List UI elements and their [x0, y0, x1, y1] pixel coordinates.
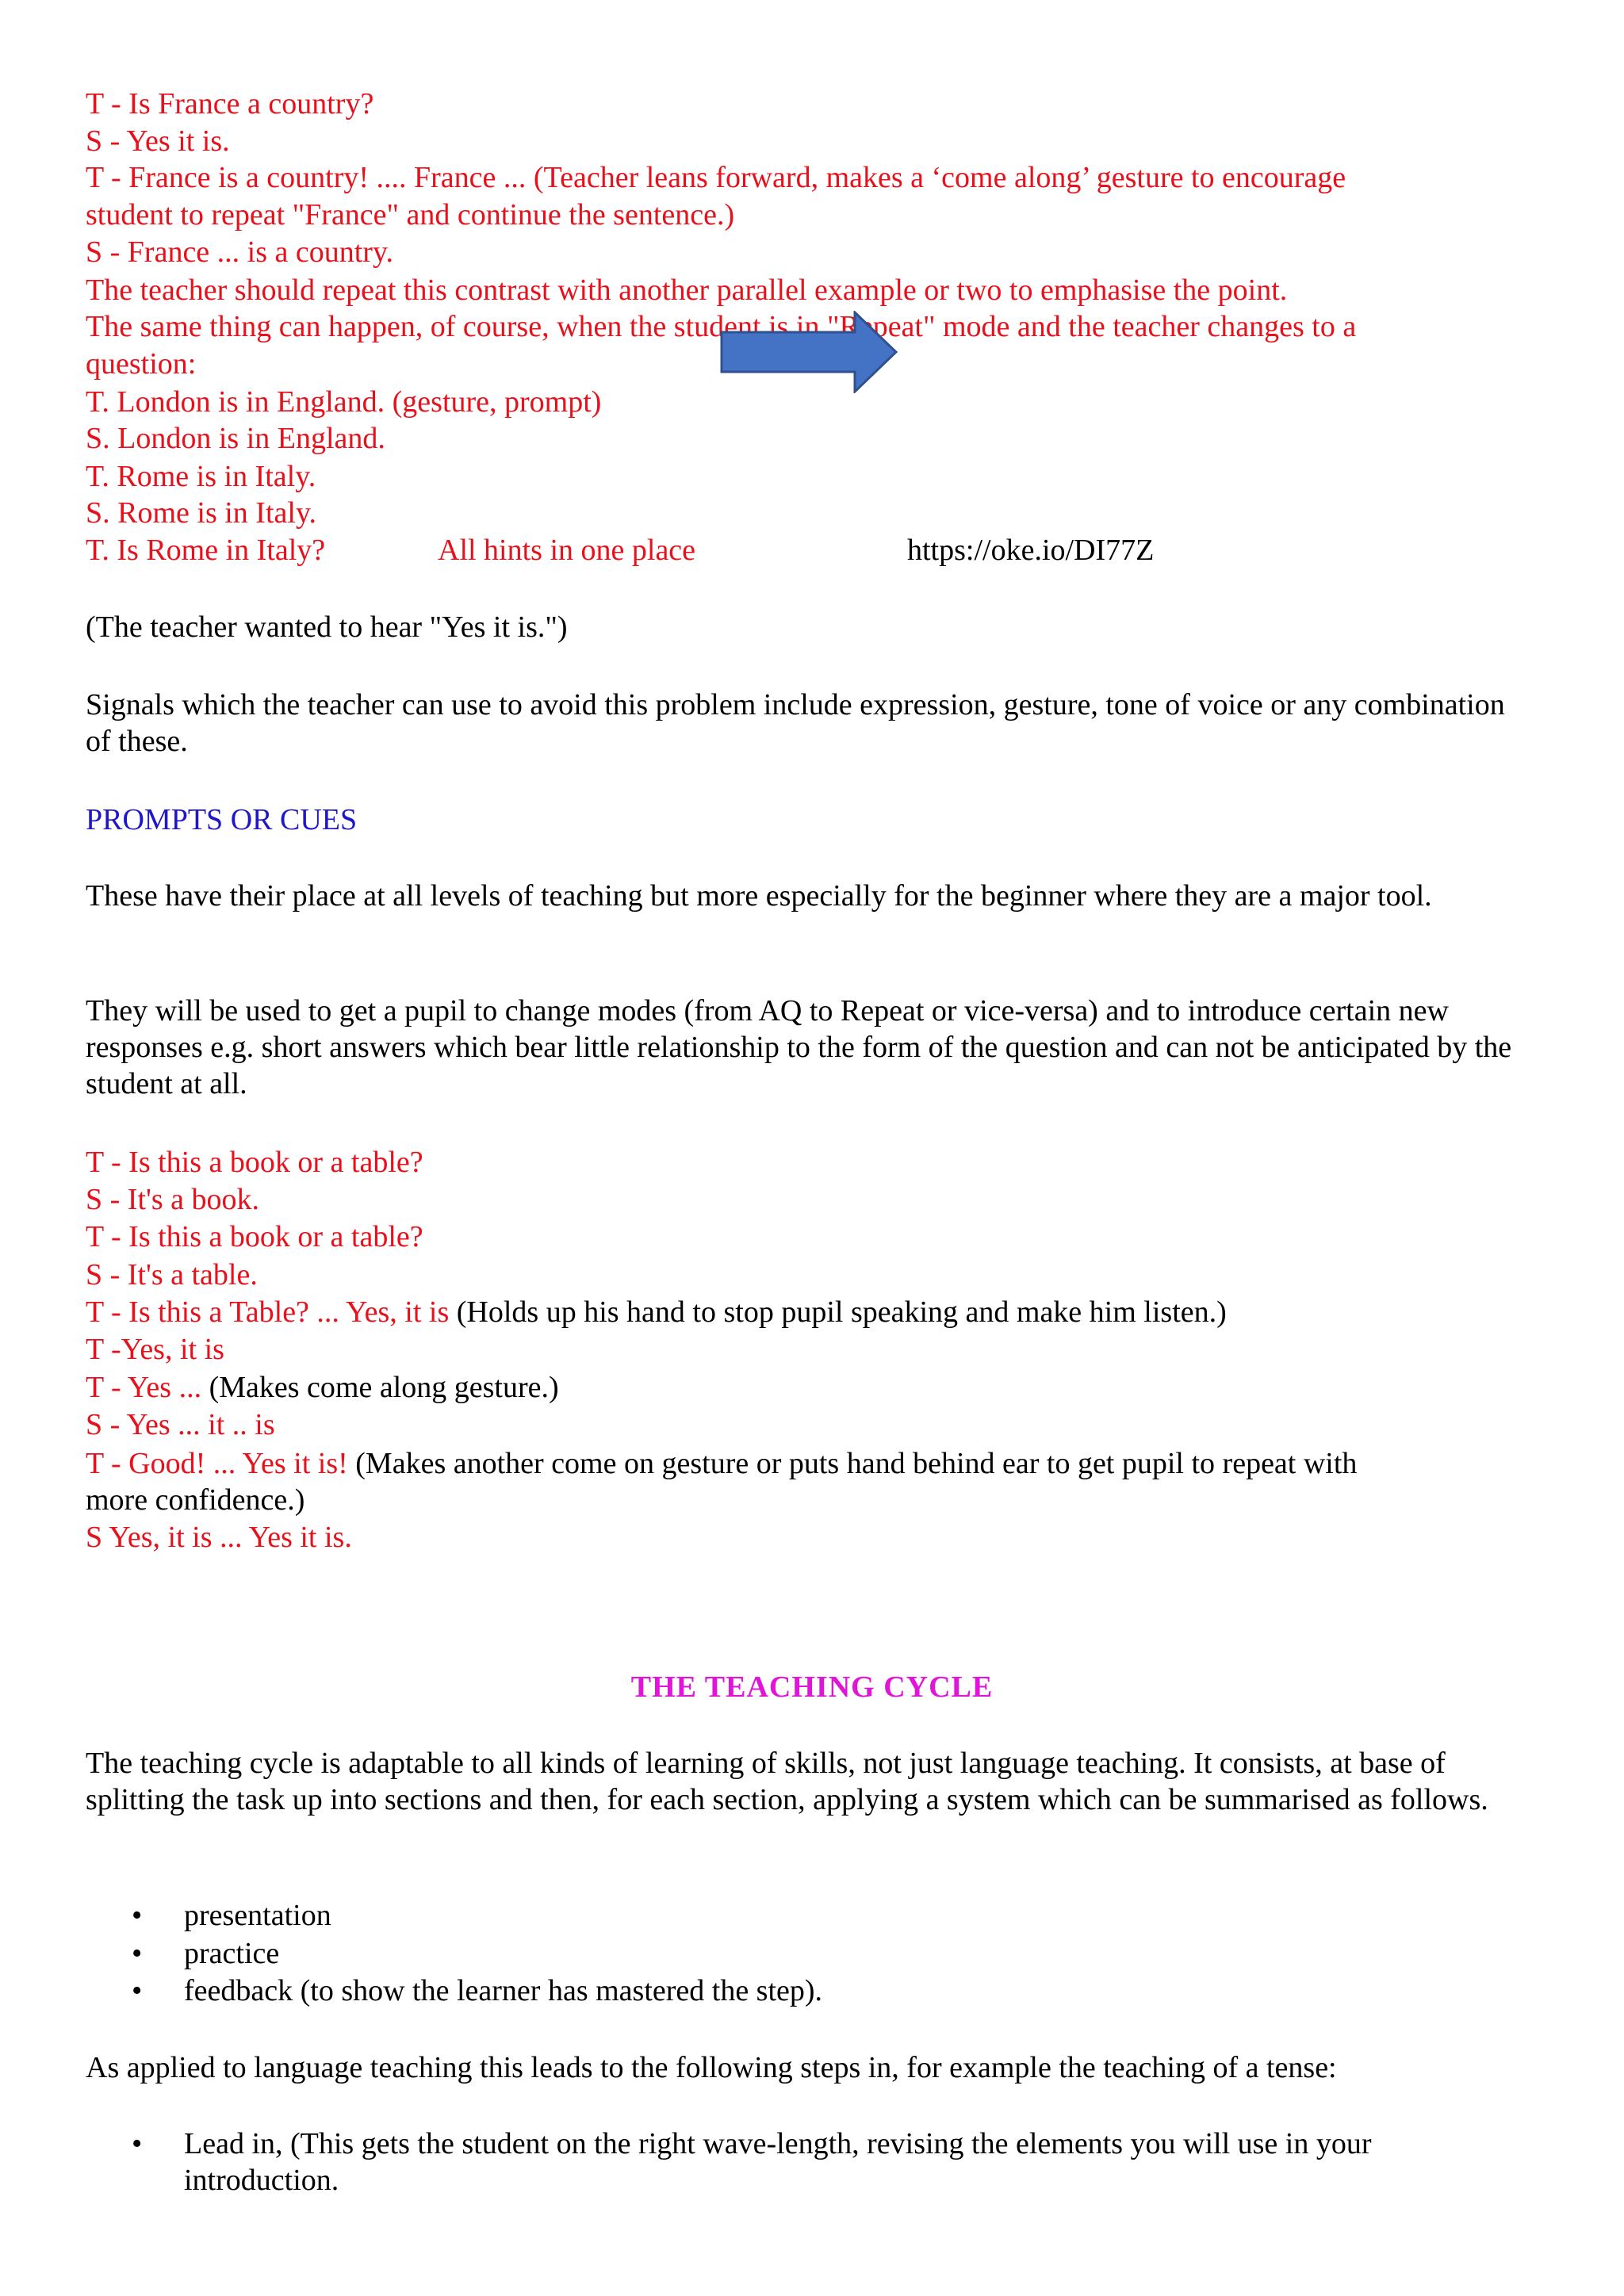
dialogue-line: T - France is a country! .... France ... (Teacher leans forward, makes a ‘come along’ gesture to encourage: [86, 161, 1346, 194]
applied-paragraph: As applied to language teaching this leads to the following steps in, for example the teaching of a tense:: [86, 2051, 1337, 2084]
dialogue-line: T. Is Rome in Italy?: [86, 534, 326, 567]
bullet-icon: •: [132, 1937, 143, 1970]
dialogue-line: T -Yes, it is: [86, 1333, 224, 1366]
dialogue-line: The teacher should repeat this contrast with another parallel example or two to emphasise the point.: [86, 274, 1288, 307]
list-item: presentation: [184, 1899, 331, 1932]
dialogue-line: S - Yes it is.: [86, 124, 230, 158]
dialogue-line: T - Is France a country?: [86, 87, 374, 121]
dialogue-line: T. London is in England. (gesture, prompt): [86, 385, 602, 419]
dialogue-line: S - It's a book.: [86, 1183, 260, 1216]
stage-direction: (Holds up his hand to stop pupil speaking and make him listen.): [449, 1295, 1227, 1329]
cycle-heading: THE TEACHING CYCLE: [630, 1670, 994, 1704]
dialogue-line-mixed: [86, 1294, 1227, 1330]
right-arrow-icon: [720, 311, 898, 393]
note-text: (The teacher wanted to hear "Yes it is."): [86, 610, 568, 644]
dialogue-line: The same thing can happen, of course, when the student is in "Repeat" mode and the teacher changes to a: [86, 310, 1357, 343]
list-item: practice: [184, 1937, 280, 1970]
dialogue-line-mixed: [86, 1445, 1357, 1482]
stage-direction: (Makes come along gesture.): [201, 1371, 559, 1404]
hints-link[interactable]: All hints in one place: [438, 534, 696, 567]
dialogue-line: S. London is in England.: [86, 422, 385, 455]
dialogue-speech: T - Good! ... Yes it is!: [86, 1447, 348, 1480]
bullet-icon: •: [132, 1899, 143, 1932]
prompts-paragraph-2: They will be used to get a pupil to change modes (from AQ to Repeat or vice-versa) and to introduce certain new responses e.g. short answers which bear little relationship to the form of the question and can not be anticipated by the student at all.: [86, 994, 1512, 1100]
dialogue-line: more confidence.): [86, 1483, 305, 1517]
dialogue-line: S - It's a table.: [86, 1258, 258, 1292]
dialogue-line: question:: [86, 347, 197, 381]
dialogue-line: S Yes, it is ... Yes it is.: [86, 1521, 352, 1554]
prompts-heading: PROMPTS OR CUES: [86, 803, 358, 836]
dialogue-line: T - Is this a book or a table?: [86, 1220, 423, 1253]
dialogue-speech: T - Yes ...: [86, 1371, 202, 1404]
dialogue-line: S. Rome is in Italy.: [86, 496, 316, 530]
dialogue-line-mixed: [86, 1369, 559, 1406]
prompts-paragraph-1: These have their place at all levels of teaching but more especially for the beginner where they are a major tool.: [86, 879, 1432, 913]
dialogue-line: student to repeat "France" and continue the sentence.): [86, 198, 735, 232]
dialogue-line: S - Yes ... it .. is: [86, 1408, 275, 1441]
stage-direction: (Makes another come on gesture or puts hand behind ear to get pupil to repeat with: [347, 1447, 1358, 1480]
list-item: Lead in, (This gets the student on the right wave-length, revising the elements you will use in your introduction.: [184, 2127, 1372, 2197]
bullet-icon: •: [132, 1974, 143, 2007]
signals-paragraph: Signals which the teacher can use to avoid this problem include expression, gesture, tone of voice or any combination of these.: [86, 688, 1505, 758]
dialogue-speech: T - Is this a Table? ... Yes, it is: [86, 1295, 450, 1329]
dialogue-line: T. Rome is in Italy.: [86, 460, 316, 493]
dialogue-line: T - Is this a book or a table?: [86, 1146, 423, 1179]
cycle-paragraph: The teaching cycle is adaptable to all kinds of learning of skills, not just language teaching. It consists, at base of splitting the task up into sections and then, for each section, applying a system which can be summarised as follows.: [86, 1747, 1488, 1816]
dialogue-line: S - France ... is a country.: [86, 235, 393, 269]
list-item: feedback (to show the learner has mastered the step).: [184, 1974, 823, 2007]
url-text[interactable]: https://oke.io/DI77Z: [907, 534, 1155, 567]
bullet-icon: •: [132, 2127, 143, 2160]
